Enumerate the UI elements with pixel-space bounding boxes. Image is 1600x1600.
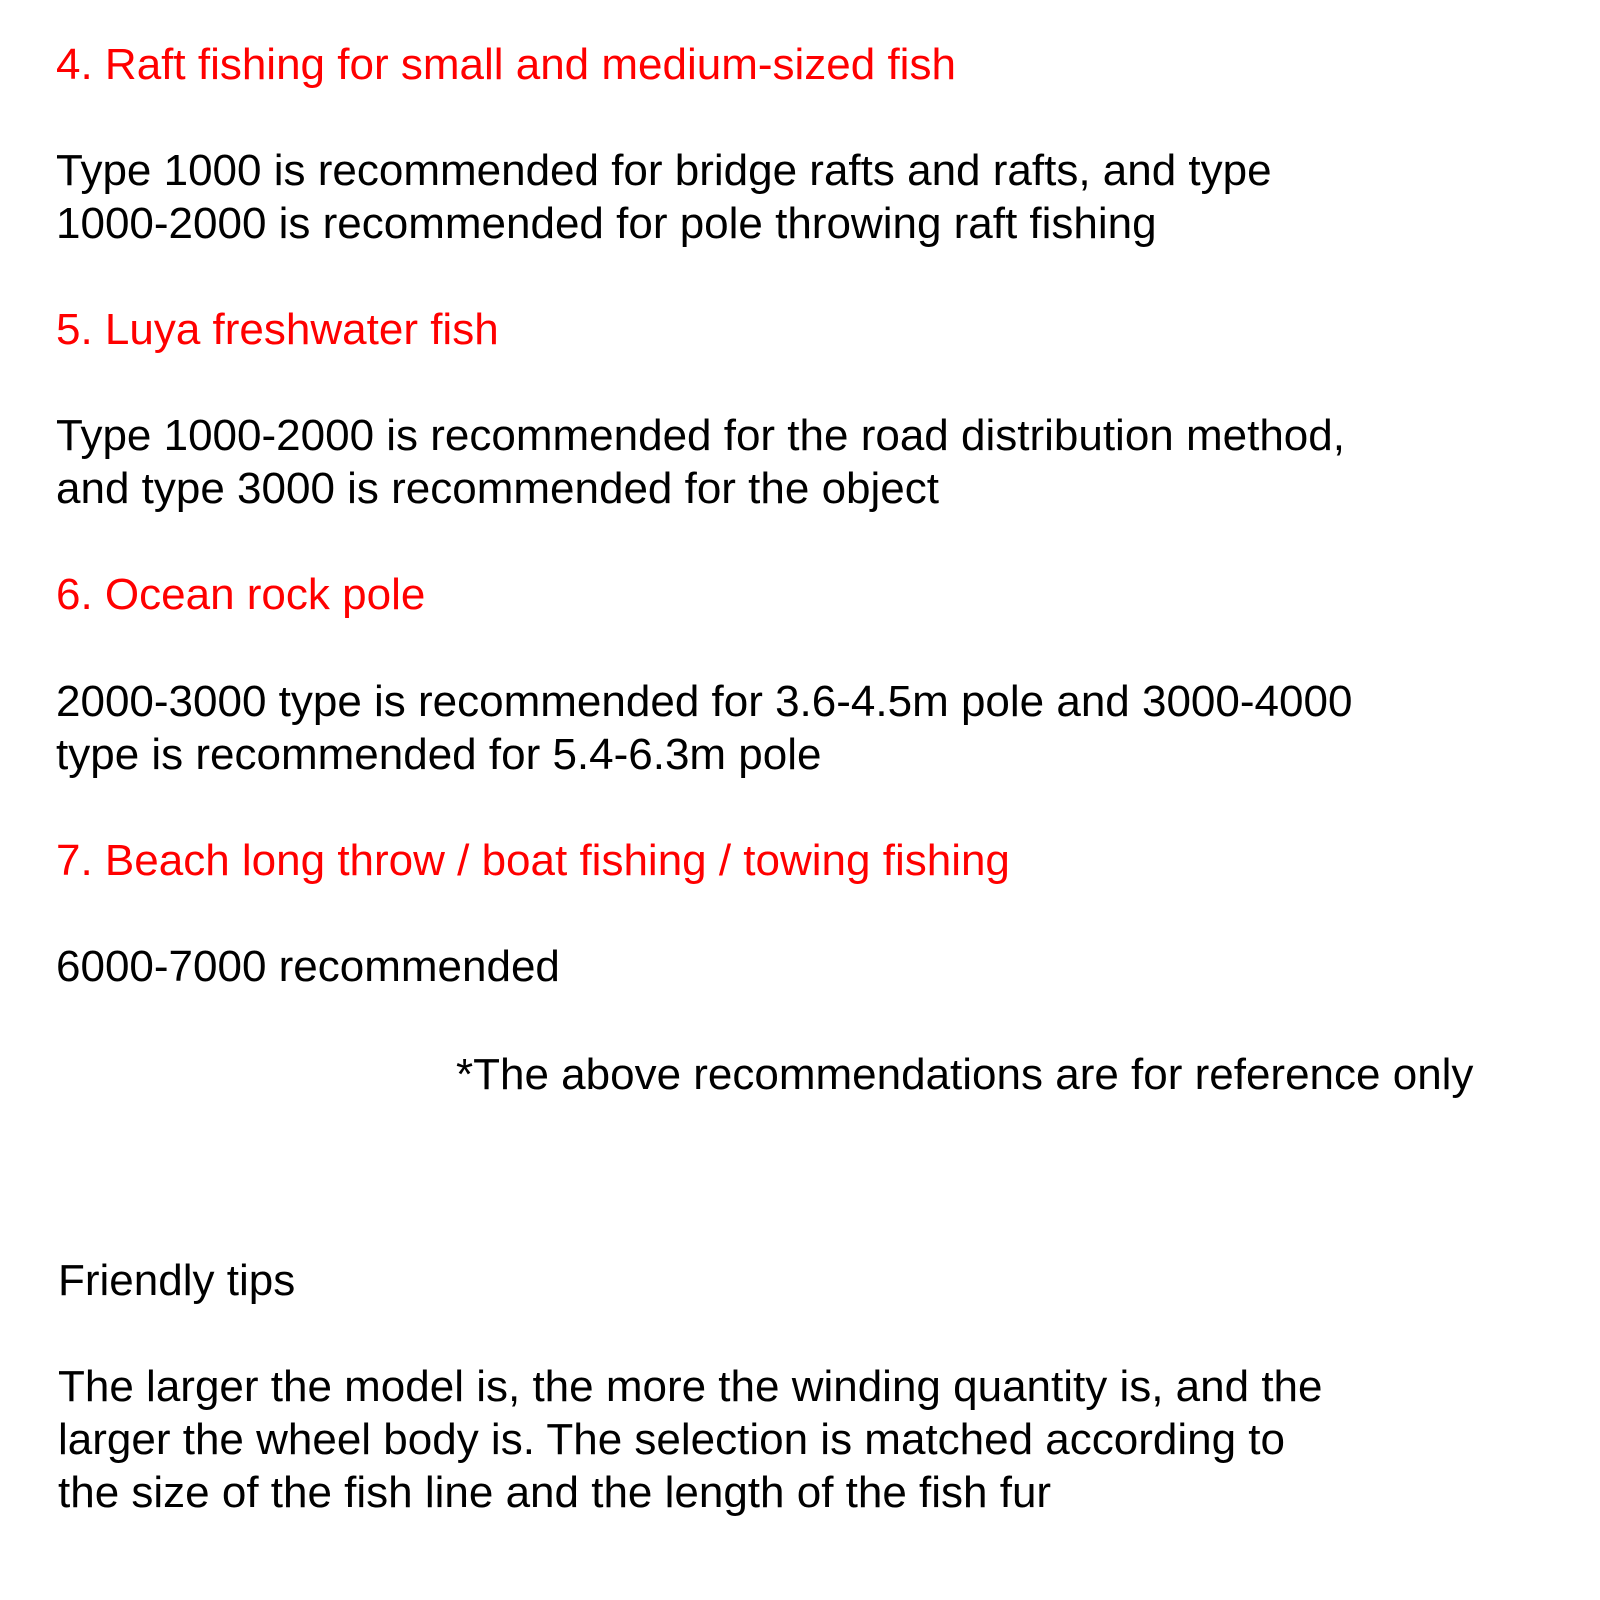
section-7-heading: 7. Beach long throw / boat fishing / towing fishing — [56, 836, 1010, 885]
section-6-heading: 6. Ocean rock pole — [56, 570, 426, 619]
section-5-heading: 5. Luya freshwater fish — [56, 305, 499, 354]
section-6-line-1: 2000-3000 type is recommended for 3.6-4.5m pole and 3000-4000 — [56, 677, 1353, 726]
section-7-line-1: 6000-7000 recommended — [56, 942, 560, 991]
tips-line-3: the size of the fish line and the length of the fish fur — [58, 1468, 1052, 1517]
tips-line-2: larger the wheel body is. The selection is matched according to — [58, 1415, 1285, 1464]
reference-note: *The above recommendations are for reference only — [456, 1050, 1474, 1099]
section-4-heading: 4. Raft fishing for small and medium-sized fish — [56, 40, 956, 89]
section-4-line-2: 1000-2000 is recommended for pole throwing raft fishing — [56, 199, 1157, 248]
section-6-line-2: type is recommended for 5.4-6.3m pole — [56, 730, 822, 779]
tips-title: Friendly tips — [58, 1256, 296, 1305]
section-5-line-1: Type 1000-2000 is recommended for the road distribution method, — [56, 411, 1345, 460]
section-5-line-2: and type 3000 is recommended for the object — [56, 464, 939, 513]
tips-line-1: The larger the model is, the more the winding quantity is, and the — [58, 1362, 1323, 1411]
section-4-line-1: Type 1000 is recommended for bridge rafts and rafts, and type — [56, 146, 1272, 195]
